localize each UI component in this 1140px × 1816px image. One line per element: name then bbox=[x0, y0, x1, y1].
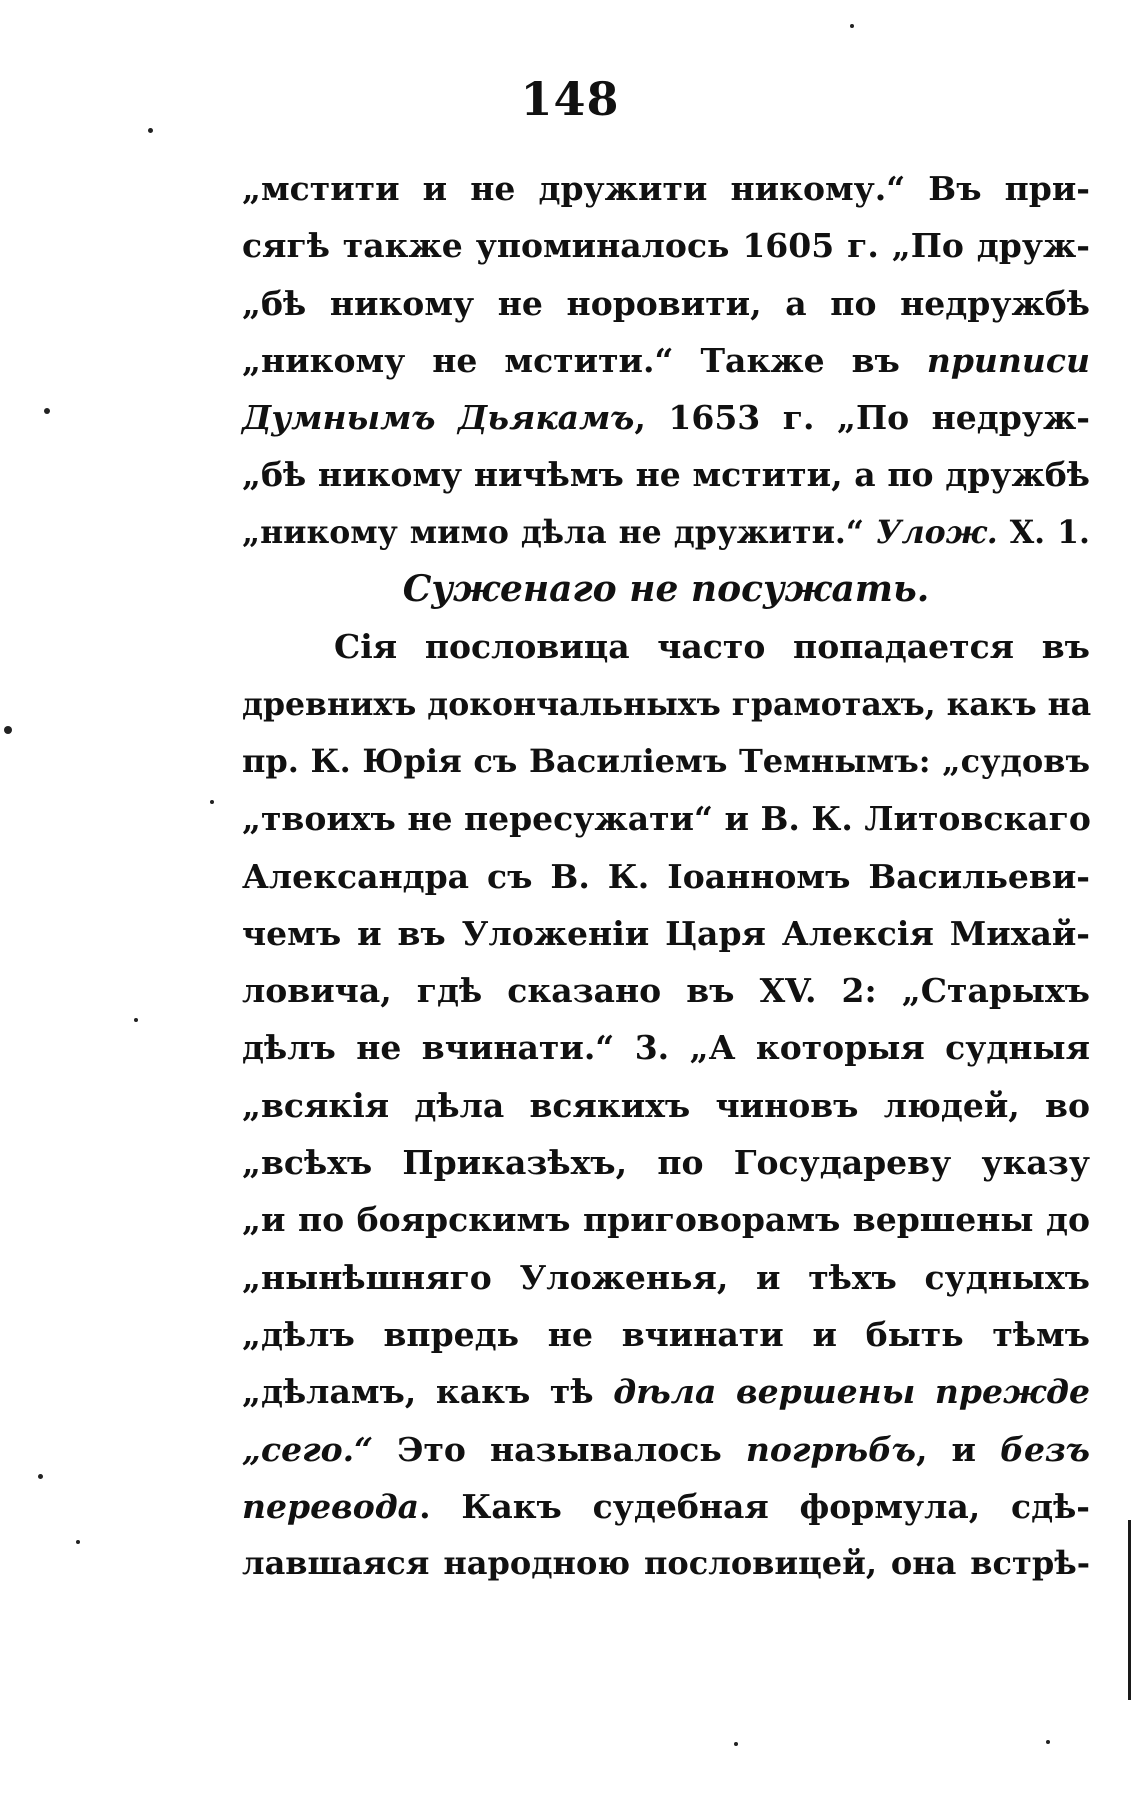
text-run: „нынѣшняго Уложенья, и тѣхъ судныхъ bbox=[242, 1257, 1090, 1297]
scan-speck bbox=[134, 1018, 138, 1022]
page-number: 148 bbox=[520, 72, 620, 126]
text-run: сягѣ также упоминалось 1605 г. „По друж- bbox=[242, 226, 1090, 266]
text-run: „всякія дѣла всякихъ чиновъ людей, во bbox=[242, 1085, 1090, 1125]
section-heading bbox=[242, 561, 1090, 618]
text-run: „никому мимо дѣла не дружити.“ bbox=[242, 513, 876, 551]
text-run: Это называлось bbox=[373, 1429, 746, 1469]
text-run: . Какъ судебная формула, сдѣ- bbox=[419, 1486, 1090, 1526]
text-run: чемъ и въ Уложеніи Царя Алексія Михай- bbox=[242, 913, 1090, 953]
scan-speck bbox=[4, 726, 12, 734]
text-line bbox=[242, 790, 1090, 847]
text-line bbox=[242, 275, 1090, 332]
text-line bbox=[242, 217, 1090, 274]
text-line bbox=[242, 160, 1090, 217]
text-run: , и bbox=[915, 1429, 1001, 1469]
text-line bbox=[242, 1019, 1090, 1076]
heading-text: Суженаго не посужать. bbox=[402, 568, 930, 611]
text-line bbox=[242, 1421, 1090, 1478]
italic-text-run: Улож. bbox=[876, 513, 998, 551]
text-line bbox=[242, 962, 1090, 1019]
scan-speck bbox=[850, 24, 854, 28]
text-line bbox=[242, 676, 1090, 733]
text-line bbox=[242, 1363, 1090, 1420]
text-line bbox=[242, 618, 1090, 675]
text-line bbox=[242, 905, 1090, 962]
text-run: „всѣхъ Приказѣхъ, по Государеву указу bbox=[242, 1143, 1090, 1183]
binding-edge bbox=[1128, 1520, 1131, 1700]
text-run: „дѣлъ впредь не вчинати и быть тѣмъ bbox=[242, 1314, 1090, 1354]
italic-text-run: погрѣбъ bbox=[745, 1429, 916, 1469]
italic-text-run: „сего.“ bbox=[242, 1429, 374, 1469]
text-line bbox=[242, 1535, 1090, 1592]
text-run: пр. К. Юрія съ Василіемъ Темнымъ: „судовъ bbox=[242, 741, 1090, 780]
text-run: дѣлъ не вчинати.“ 3. „А которыя судныя bbox=[242, 1028, 1090, 1068]
scan-speck bbox=[734, 1742, 738, 1746]
text-line bbox=[242, 446, 1090, 503]
scan-speck bbox=[148, 128, 153, 133]
text-line bbox=[242, 848, 1090, 905]
text-run: „бѣ никому ничѣмъ не мстити, а по дружбѣ bbox=[242, 455, 1090, 495]
scan-speck bbox=[76, 1540, 80, 1544]
text-line bbox=[242, 1077, 1090, 1134]
text-run: „и по боярскимъ приговорамъ вершены до bbox=[242, 1200, 1090, 1240]
italic-text-run: безъ bbox=[1000, 1429, 1090, 1469]
text-line bbox=[242, 504, 1090, 561]
text-run: „бѣ никому не норовити, а по недружбѣ bbox=[242, 283, 1090, 323]
scan-speck bbox=[44, 408, 50, 414]
italic-text-run: приписи bbox=[926, 340, 1090, 380]
text-line bbox=[242, 1249, 1090, 1306]
text-run: „мстити и не дружити никому.“ Въ при- bbox=[242, 169, 1090, 208]
text-run: „твоихъ не пересужати“ и В. К. Литовскаго bbox=[242, 799, 1091, 839]
text-line bbox=[242, 1306, 1090, 1363]
text-run: Александра съ В. К. Іоанномъ Васильеви- bbox=[242, 856, 1090, 896]
text-run: древнихъ докончальныхъ грамотахъ, какъ на bbox=[242, 685, 1092, 723]
text-run: , 1653 г. „По недруж- bbox=[634, 398, 1090, 438]
text-line bbox=[242, 389, 1090, 446]
text-line bbox=[242, 332, 1090, 389]
text-line bbox=[242, 733, 1090, 790]
text-run: ловича, гдѣ сказано въ XV. 2: „Старыхъ bbox=[242, 971, 1090, 1011]
text-run: лавшаяся народною пословицей, она встрѣ- bbox=[242, 1544, 1090, 1583]
text-line bbox=[242, 1478, 1090, 1535]
text-run: „дѣламъ, какъ тѣ bbox=[242, 1372, 614, 1412]
body-text bbox=[242, 160, 1090, 1592]
text-line bbox=[242, 1134, 1090, 1191]
text-line bbox=[242, 1191, 1090, 1248]
text-run: X. 1. bbox=[997, 513, 1090, 551]
italic-text-run: перевода bbox=[242, 1486, 420, 1526]
scan-speck bbox=[1046, 1740, 1050, 1744]
scan-speck bbox=[38, 1474, 43, 1479]
text-run: Сія пословица часто попадается въ bbox=[334, 627, 1090, 667]
text-run: „никому не мстити.“ Также въ bbox=[242, 340, 927, 380]
italic-text-run: Думнымъ Дьякамъ bbox=[242, 398, 635, 438]
italic-text-run: дѣла вершены прежде bbox=[613, 1372, 1090, 1412]
scan-speck bbox=[210, 800, 214, 804]
